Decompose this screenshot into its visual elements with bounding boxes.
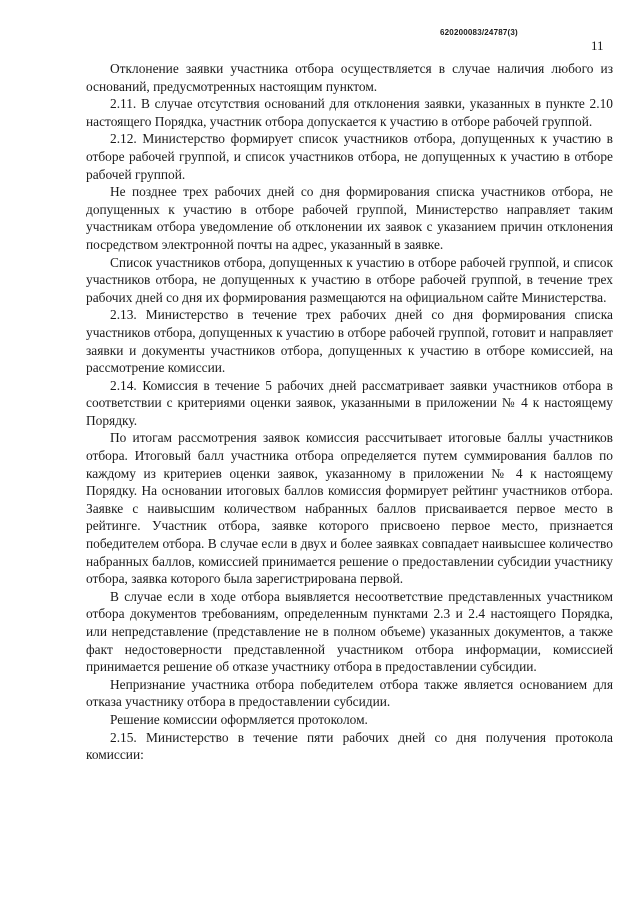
paragraph: Список участников отбора, допущенных к участию в отборе рабочей группой, и список участников отбора, не допущенных к участию в отборе рабочей группой, в течение трех рабочих дней со дня их формирования размещаются на официальном сайте Министерства. xyxy=(86,254,613,305)
paragraph: 2.12. Министерство формирует список участников отбора, допущенных к участию в отборе рабочей группой, и список участников отбора, не допущенных к участию в отборе рабочей группой. xyxy=(86,131,613,182)
paragraph: Решение комиссии оформляется протоколом. xyxy=(110,711,368,727)
paragraph: 2.14. Комиссия в течение 5 рабочих дней рассматривает заявки участников отбора в соответствии с критериями оценки заявок, указанными в приложении № 4 к настоящему Порядку. xyxy=(86,377,613,428)
paragraph: Отклонение заявки участника отбора осуществляется в случае наличия любого из оснований, предусмотренных настоящим пунктом. xyxy=(86,61,613,94)
paragraph: Непризнание участника отбора победителем отбора также является основанием для отказа участнику отбора в предоставлении субсидии. xyxy=(86,676,613,710)
paragraph: 2.13. Министерство в течение трех рабочих дней со дня формирования списка участников отбора, допущенных к участию в отборе рабочей группой, готовит и направляет заявки и документы участников отбора, допущенных к участию в отборе комиссией, на рассмотрение комиссии. xyxy=(86,307,613,376)
paragraph: По итогам рассмотрения заявок комиссия рассчитывает итоговые баллы участников отбора. Итоговый балл участника отбора определяется путем суммирования баллов по каждому из критериев оценки заявок, указанному в приложении № 4 к настоящему Порядку. На основании итоговых баллов комиссия формирует рейтинг участников отбора. Заявке с наивысшим количеством набранных баллов присваивается первое место в рейтинге. Участник отбора, заявке которого присвоено первое место, признается победителем отбора. В случае если в двух и более заявках совпадает наивысшее количество набранных баллов, комиссией принимается решение о предоставлении субсидии участнику отбора, заявка которого была зарегистрирована первой. xyxy=(86,430,613,587)
paragraph: В случае если в ходе отбора выявляется несоответствие представленных участником отбора документов требованиям, определенным пунктами 2.3 и 2.4 настоящего Порядка, или непредставление (представление не в полном объеме) указанных документов, а также факт недостоверности представленной участником отбора информации, комиссией принимается решение об отказе участнику отбора в предоставлении субсидии. xyxy=(86,588,613,675)
paragraph: 2.11. В случае отсутствия оснований для отклонения заявки, указанных в пункте 2.10 настоящего Порядка, участник отбора допускается к участию в отборе рабочей группой. xyxy=(86,96,613,129)
page-number: 11 xyxy=(591,38,604,53)
document-id: 620200083/24787(3) xyxy=(440,28,518,37)
paragraph: 2.15. Министерство в течение пяти рабочих дней со дня получения протокола комиссии: xyxy=(86,729,613,763)
paragraph: Не позднее трех рабочих дней со дня формирования списка участников отбора, не допущенных к участию в отборе рабочей группой, Министерство направляет таким участникам отбора уведомление об отклонении их заявок с указанием причин отклонения посредством электронной почты на адрес, указанный в заявке. xyxy=(86,184,613,252)
document-body xyxy=(86,60,613,764)
